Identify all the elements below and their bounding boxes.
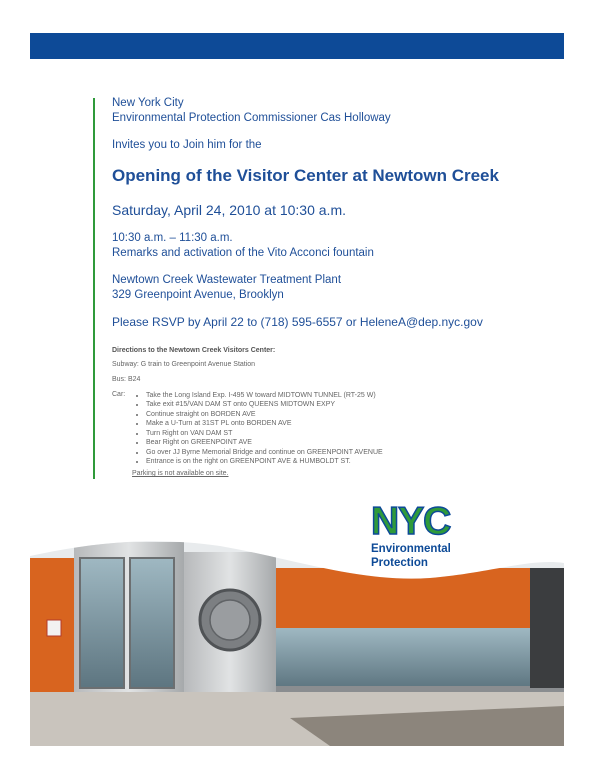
event-title: Opening of the Visitor Center at Newtown Creek <box>112 165 499 185</box>
parking-note: Parking is not available on site. <box>132 470 229 478</box>
glass-door-right <box>130 558 174 688</box>
invitation-body <box>112 96 552 330</box>
sign-icon <box>47 620 61 636</box>
directions-car <box>112 391 552 467</box>
directions-heading: Directions to the Newtown Creek Visitors Center: <box>112 347 276 354</box>
car-step: • Turn Right on VAN DAM ST <box>146 429 383 438</box>
car-step: • Continue straight on BORDEN AVE <box>146 410 383 419</box>
directions-bus: Bus: B24 <box>112 376 141 384</box>
orange-facade <box>276 568 564 638</box>
top-banner-bar <box>30 33 564 59</box>
logo-line-environmental: Environmental <box>371 543 451 555</box>
car-step: • Go over JJ Byrne Memorial Bridge and continue on GREENPOINT AVENUE <box>146 448 383 457</box>
car-step: • Bear Right on GREENPOINT AVE <box>146 438 383 447</box>
car-steps-list <box>132 391 383 467</box>
car-step: • Take exit #15/VAN DAM ST onto QUEENS MIDTOWN EXPY <box>146 400 383 409</box>
glass-wall <box>276 628 564 688</box>
car-step: • Entrance is on the right on GREENPOINT AVE & HUMBOLDT ST. <box>146 457 383 466</box>
logo-line-protection: Protection <box>371 556 428 569</box>
event-venue: Newtown Creek Wastewater Treatment Plant <box>112 273 342 286</box>
directions-subway: Subway: G train to Greenpoint Avenue Station <box>112 361 256 368</box>
event-activity: Remarks and activation of the Vito Acconci fountain <box>112 247 374 260</box>
event-time: 10:30 a.m. – 11:30 a.m. <box>112 232 233 245</box>
invite-line: Invites you to Join him for the <box>112 138 262 151</box>
directions-section <box>112 347 552 477</box>
event-address: 329 Greenpoint Avenue, Brooklyn <box>112 288 284 301</box>
event-date: Saturday, April 24, 2010 at 10:30 a.m. <box>112 201 347 218</box>
rsvp-line: Please RSVP by April 22 to (718) 595-6557 or HeleneA@dep.nyc.gov <box>112 314 483 329</box>
car-label: Car: <box>112 390 126 398</box>
green-vertical-rule <box>93 98 95 479</box>
dark-fence <box>530 568 564 688</box>
glass-door-left <box>80 558 124 688</box>
header-commissioner: Environmental Protection Commissioner Cas Holloway <box>112 111 391 124</box>
visitor-center-photo <box>30 528 564 746</box>
car-step: • Make a U-Turn at 31ST PL onto BORDEN AVE <box>146 419 383 428</box>
nyc-logo-letters: NYC <box>371 502 451 538</box>
car-step: • Take the Long Island Exp. I-495 W toward MIDTOWN TUNNEL (RT-25 W) <box>146 391 383 400</box>
header-city: New York City <box>112 97 184 109</box>
